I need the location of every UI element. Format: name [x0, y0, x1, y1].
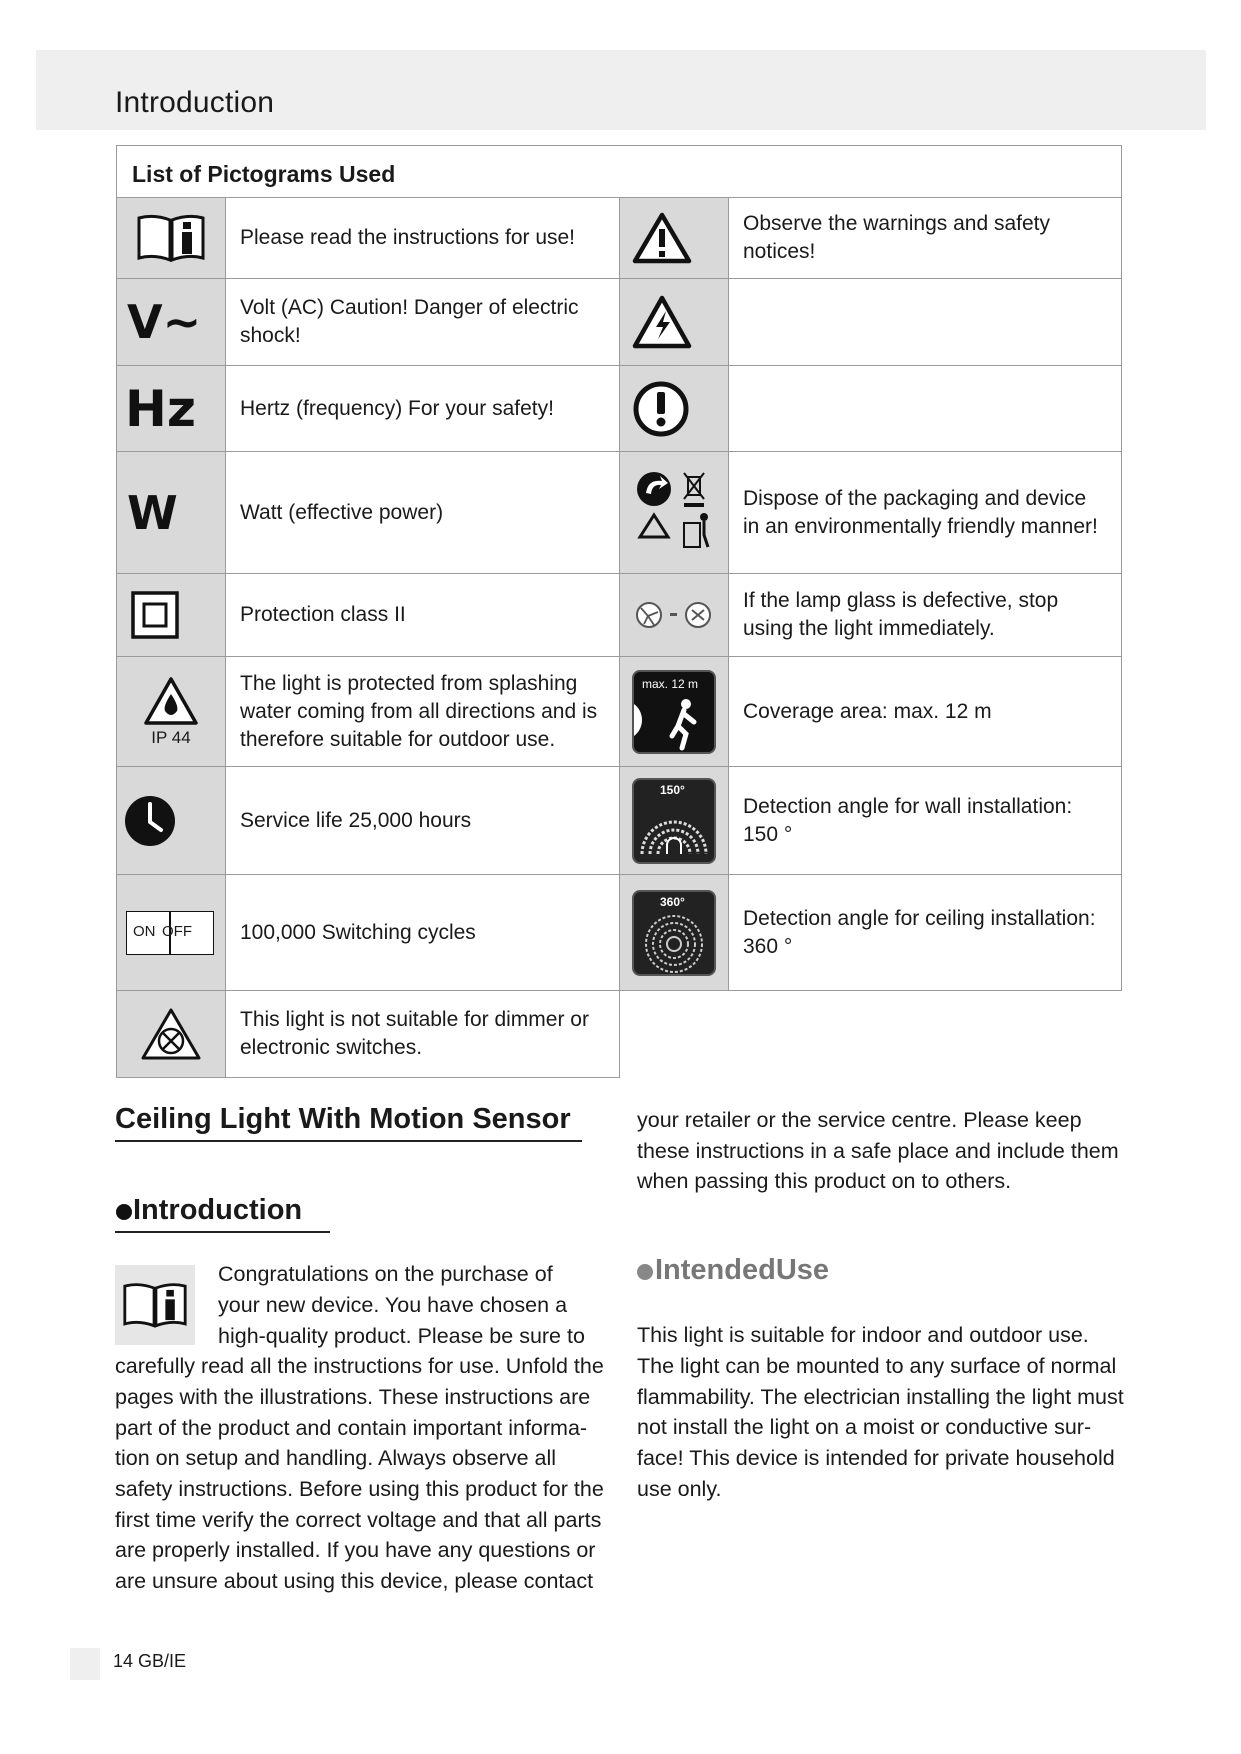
locale-label: GB/IE	[138, 1651, 187, 1671]
electric-shock-icon	[619, 278, 729, 366]
intro-paragraph-line: first time verify the correct voltage and that all parts	[115, 1508, 602, 1532]
intro-continued-line: these instructions in a safe place and include them	[637, 1139, 1119, 1163]
angle-150-label: 150°	[660, 782, 685, 797]
intro-paragraph-line: are properly installed. If you have any questions or	[115, 1538, 596, 1562]
intro-paragraph-line: tion on setup and handling. Always observe all	[115, 1446, 557, 1470]
pictogram-table	[116, 145, 1122, 1078]
warning-icon	[619, 197, 729, 279]
footer-marker	[70, 1648, 100, 1680]
table-text	[728, 365, 1122, 452]
read-instructions-icon	[115, 1265, 195, 1345]
coverage-icon	[619, 656, 729, 767]
pictogram-table-title: List of Pictograms Used	[116, 145, 1122, 198]
coverage-icon-label: max. 12 m	[642, 676, 699, 691]
intro-paragraph-line: pages with the illustrations. These instructions are	[115, 1385, 591, 1409]
table-text: If the lamp glass is defective, stop using the light immediately.	[728, 573, 1122, 657]
intended-use-line: flammability. The electrician installing the light must	[637, 1385, 1124, 1409]
intended-use-line: use only.	[637, 1477, 722, 1501]
recycling-icon	[619, 451, 729, 574]
table-text: Volt (AC) Caution! Danger of electric shock!	[225, 278, 620, 366]
ip44-label: IP 44	[151, 727, 191, 747]
table-text: 100,000 Switching cycles	[225, 874, 620, 991]
page-title: Introduction	[115, 86, 275, 119]
footer	[113, 1651, 186, 1672]
read-instructions-icon	[116, 197, 226, 279]
intro-paragraph-line: carefully read all the instructions for use. Unfold the	[115, 1354, 604, 1378]
intro-continued-line: your retailer or the service centre. Please keep	[637, 1108, 1082, 1132]
product-title-underline	[115, 1140, 582, 1142]
bullet-icon	[636, 1263, 654, 1281]
table-text: Observe the warnings and safety notices!	[728, 197, 1122, 279]
product-title: Ceiling Light With Motion Sensor	[115, 1103, 571, 1135]
hertz-icon: Hz	[116, 365, 226, 452]
intro-paragraph-line: your new device. You have chosen a	[218, 1293, 568, 1317]
table-text: Coverage area: max. 12 m	[728, 656, 1122, 767]
table-text: Detection angle for wall installation: 150 °	[728, 766, 1122, 875]
watt-icon: W	[116, 451, 226, 574]
table-text: This light is not suitable for dimmer or electronic switches.	[225, 990, 620, 1078]
clock-icon	[116, 766, 226, 875]
intended-use-line: The light can be mounted to any surface of normal	[637, 1354, 1117, 1378]
bullet-icon	[115, 1203, 133, 1221]
no-dimmer-icon	[116, 990, 226, 1078]
intended-use-line: not install the light on a moist or conductive sur-	[637, 1415, 1092, 1439]
table-text: Please read the instructions for use!	[225, 197, 620, 279]
volt-ac-icon: V~	[116, 278, 226, 366]
intended-use-line: This light is suitable for indoor and outdoor use.	[637, 1323, 1089, 1347]
intro-paragraph-line: Congratulations on the purchase of	[218, 1262, 553, 1286]
intro-heading-underline	[115, 1231, 330, 1233]
table-text: Watt (effective power)	[225, 451, 620, 574]
on-off-icon	[116, 874, 226, 991]
table-text	[728, 278, 1122, 366]
intended-use-line: face! This device is intended for private household	[637, 1446, 1115, 1470]
off-label: OFF	[162, 922, 192, 940]
table-text: Service life 25,000 hours	[225, 766, 620, 875]
table-text: The light is protected from splashing water coming from all directions and is therefore suitable for outdoor use.	[225, 656, 620, 767]
table-text: Hertz (frequency) For your safety!	[225, 365, 620, 452]
intended-use-heading: IntendedUse	[655, 1254, 830, 1286]
table-text: Protection class II	[225, 573, 620, 657]
intro-paragraph-line: part of the product and contain important informa-	[115, 1416, 588, 1440]
table-text: Detection angle for ceiling installation: 360 °	[728, 874, 1122, 991]
angle-360-label: 360°	[660, 894, 685, 909]
ip44-icon	[116, 656, 226, 767]
page-number: 14	[113, 1651, 134, 1671]
exclamation-icon	[619, 365, 729, 452]
protection-class-icon	[116, 573, 226, 657]
intro-paragraph-line: high-quality product. Please be sure to	[218, 1324, 585, 1348]
intro-paragraph-line: safety instructions. Before using this product for the	[115, 1477, 604, 1501]
angle-150-icon	[619, 766, 729, 875]
intro-heading: Introduction	[133, 1194, 303, 1226]
broken-glass-icon	[619, 573, 729, 657]
table-text: Dispose of the packaging and device in an environmentally friendly manner!	[728, 451, 1122, 574]
intro-continued-line: when passing this product on to others.	[637, 1169, 1012, 1193]
angle-360-icon	[619, 874, 729, 991]
intro-paragraph-line: are unsure about using this device, please contact	[115, 1569, 594, 1593]
on-label: ON	[133, 922, 156, 940]
